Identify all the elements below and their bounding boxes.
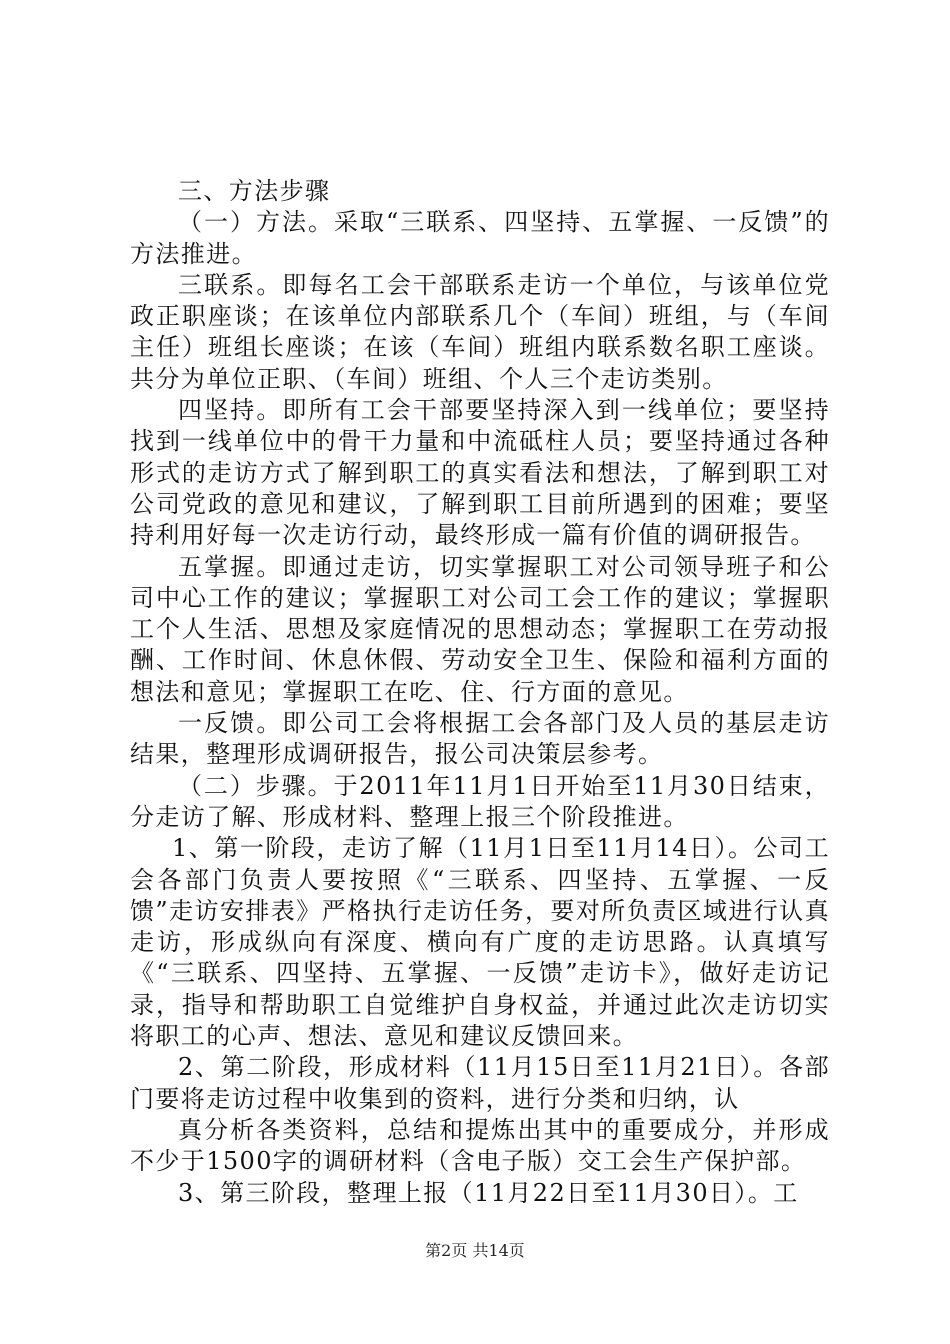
page-number-footer: 第2页 共14页 [425, 1241, 525, 1260]
stage-two-paragraph: 2、第二阶段，形成材料（11月15日至11月21日）。各部门要将走访过程中收集到的资料，进行分类和归纳，认 [130, 1053, 830, 1113]
five-master-paragraph: 五掌握。即通过走访，切实掌握职工对公司领导班子和公司中心工作的建议；掌握职工对公司工会工作的建议；掌握职工个人生活、思想及家庭情况的思想动态；掌握职工在劳动报酬、工作时间、休息休假、劳动安全卫生、保险和福利方面的想法和意见；掌握职工在吃、住、行方面的意见。 [130, 552, 830, 706]
stage-three-paragraph: 3、第三阶段，整理上报（11月22日至11月30日）。工 [178, 1178, 799, 1207]
four-persist-paragraph: 四坚持。即所有工会干部要坚持深入到一线单位；要坚持找到一线单位中的骨干力量和中流砥柱人员；要坚持通过各种形式的走访方式了解到职工的真实看法和想法，了解到职工对公司党政的意见和建议，了解到职工目前所遇到的困难；要坚持利用好每一次走访行动，最终形成一篇有价值的调研报告。 [130, 396, 830, 550]
section-heading: 三、方法步骤 [178, 177, 331, 205]
stage-one-paragraph: 1、第一阶段，走访了解（11月1日至11月14日）。公司工会各部门负责人要按照《“三联系、四坚持、五掌握、一反馈”走访安排表》严格执行走访任务，要对所负责区域进行认真走访，形成纵向有深度、横向有广度的走访思路。认真填写《“三联系、四坚持、五掌握、一反馈”走访卡》，做好走访记录，指导和帮助职工自觉维护自身权益，并通过此次走访切实将职工的心声、想法、意见和建议反馈回来。 [130, 834, 830, 1051]
one-feedback-paragraph: 一反馈。即公司工会将根据工会各部门及人员的基层走访结果，整理形成调研报告，报公司决策层参考。 [130, 709, 830, 769]
stage-two-continued-paragraph: 真分析各类资料，总结和提炼出其中的重要成分，并形成不少于1500字的调研材料（含电子版）交工会生产保护部。 [130, 1115, 830, 1176]
steps-paragraph: （二）步骤。于2011年11月1日开始至11月30日结束，分走访了解、形成材料、整理上报三个阶段推进。 [130, 771, 830, 831]
three-contacts-paragraph: 三联系。即每名工会干部联系走访一个单位，与该单位党政正职座谈；在该单位内部联系几个（车间）班组，与（车间主任）班组长座谈；在该（车间）班组内联系数名职工座谈。共分为单位正职、（车间）班组、个人三个走访类别。 [130, 270, 830, 393]
document-body [130, 176, 830, 1209]
method-paragraph: （一）方法。采取“三联系、四坚持、五掌握、一反馈”的方法推进。 [130, 208, 830, 268]
